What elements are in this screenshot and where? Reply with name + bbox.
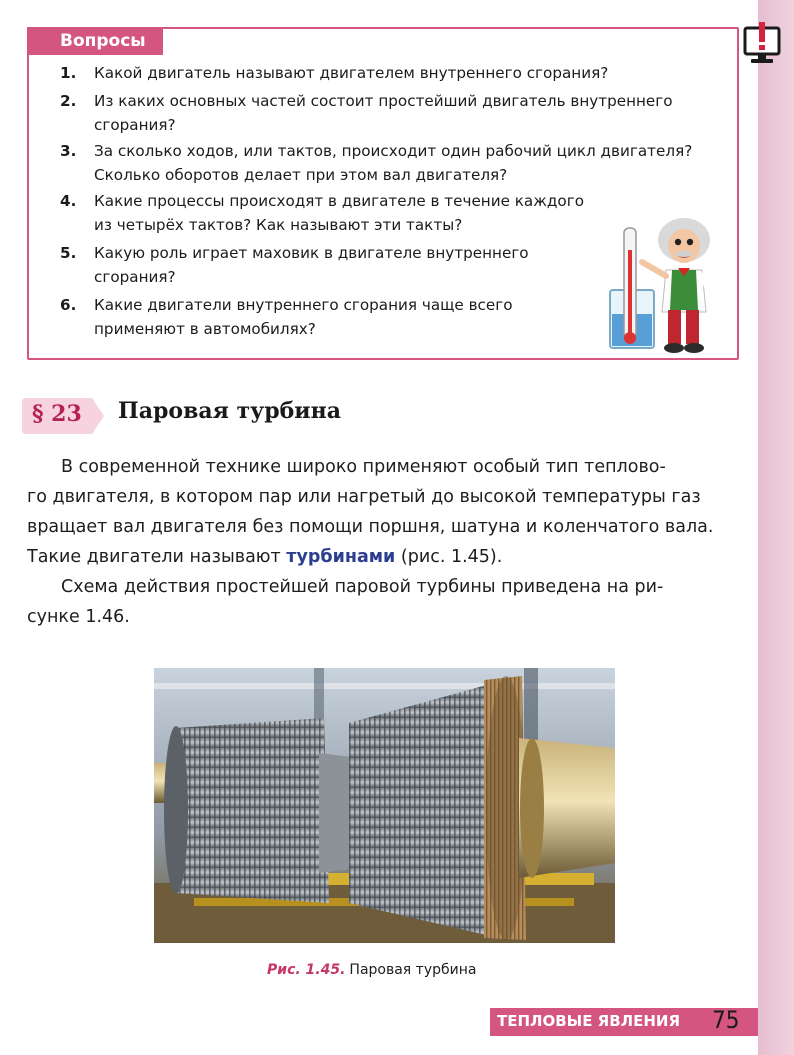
question-number: 4. [60, 192, 77, 210]
text-line: го двигателя, в котором пар или нагретый до высокой температуры газ [27, 487, 701, 507]
text-fragment: (рис. 1.45). [395, 547, 503, 567]
steam-turbine-photo [154, 668, 615, 943]
text-line: Схема действия простейшей паровой турбины приведена на ри- [61, 577, 664, 597]
section-number: § 23 [32, 401, 82, 427]
question-text: Какие двигатели внутреннего сгорания чаще всего [94, 296, 513, 314]
text-line [27, 542, 502, 572]
monitor-alert-icon [741, 22, 783, 66]
question-text: Из каких основных частей состоит простейший двигатель внутреннего [94, 92, 673, 110]
text-line: В современной технике широко применяют особый тип теплово- [61, 457, 666, 477]
question-text: Какие процессы происходят в двигателе в течение каждого [94, 192, 584, 210]
text-line: вращает вал двигателя без помощи поршня, шатуна и коленчатого вала. [27, 517, 714, 537]
section-title: Паровая турбина [118, 398, 341, 424]
question-number: 1. [60, 64, 77, 82]
question-text: сгорания? [94, 116, 176, 134]
question-text: Какую роль играет маховик в двигателе внутреннего [94, 244, 529, 262]
question-text: Сколько оборотов делает при этом вал двигателя? [94, 166, 508, 184]
figure-label: Рис. 1.45. [267, 962, 346, 978]
question-number: 5. [60, 244, 77, 262]
question-text: сгорания? [94, 268, 176, 286]
question-text: Какой двигатель называют двигателем внутреннего сгорания? [94, 64, 609, 82]
question-text: За сколько ходов, или тактов, происходит один рабочий цикл двигателя? [94, 142, 693, 160]
chapter-title: ТЕПЛОВЫЕ ЯВЛЕНИЯ [497, 1012, 681, 1030]
text-line: сунке 1.46. [27, 607, 130, 627]
scientist-thermometer-illustration [602, 210, 727, 355]
figure-caption-text: Паровая турбина [349, 962, 477, 978]
questions-header: Вопросы [27, 27, 163, 55]
question-number: 3. [60, 142, 77, 160]
page-number: 75 [712, 1006, 740, 1034]
text-fragment: Такие двигатели называют [27, 547, 287, 567]
question-number: 6. [60, 296, 77, 314]
question-number: 2. [60, 92, 77, 110]
question-text: из четырёх тактов? Как называют эти такты? [94, 216, 463, 234]
figure-caption [267, 962, 476, 978]
term-turbines: турбинами [286, 547, 396, 567]
page-edge-strip [758, 0, 794, 1055]
question-text: применяют в автомобилях? [94, 320, 316, 338]
